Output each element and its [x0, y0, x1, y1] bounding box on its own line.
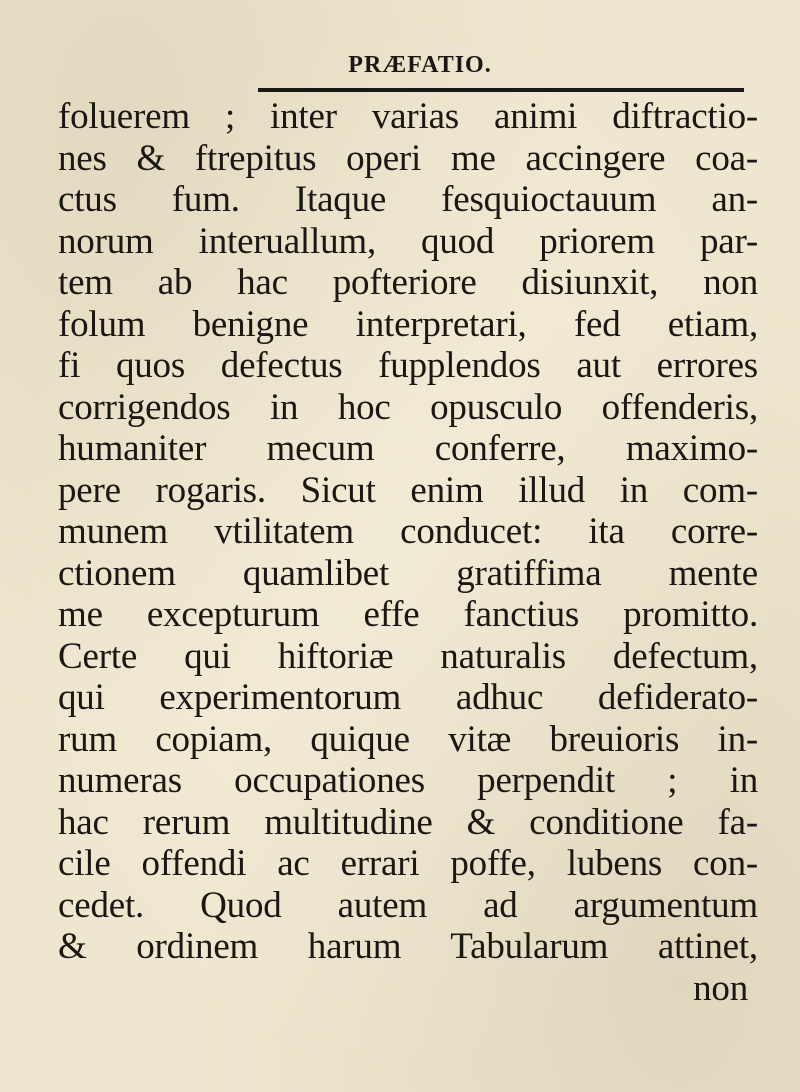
text-line: foluerem ; inter varias animi diftractio-: [58, 96, 758, 137]
text-line: folum benigne interpretari, fed etiam,: [58, 303, 758, 345]
text-line: Certe qui hiftoriæ naturalis defectum,: [58, 635, 758, 677]
header-rule: [258, 88, 744, 92]
text-line: rum copiam, quique vitæ breuioris in-: [58, 718, 758, 760]
text-line: humaniter mecum conferre, maximo-: [58, 428, 758, 469]
text-line: ctus fum. Itaque fesquioctauum an-: [58, 179, 758, 220]
text-line: hac rerum multitudine & conditione fa-: [58, 801, 758, 843]
text-line: nes & ftrepitus operi me accingere coa-: [58, 137, 758, 179]
running-head: PRÆFATIO.: [348, 52, 492, 78]
text-line: tem ab hac pofteriore disiunxit, non: [58, 262, 758, 303]
catchword: non: [693, 967, 748, 1009]
text-line: me excepturum effe fanctius promitto.: [58, 594, 758, 635]
text-line: ctionem quamlibet gratiffima mente: [58, 552, 758, 594]
text-line: corrigendos in hoc opusculo offenderis,: [58, 386, 758, 428]
text-line: fi quos defectus fupplendos aut errores: [58, 345, 758, 386]
text-line: cile offendi ac errari poffe, lubens con-: [58, 843, 758, 884]
text-line: pere rogaris. Sicut enim illud in com-: [58, 469, 758, 511]
text-line: cedet. Quod autem ad argumentum: [58, 884, 758, 926]
text-line: & ordinem harum Tabularum attinet,: [58, 926, 758, 967]
body-text: [58, 96, 758, 1009]
text-line: qui experimentorum adhuc defiderato-: [58, 677, 758, 718]
text-line: norum interuallum, quod priorem par-: [58, 220, 758, 262]
text-line: numeras occupationes perpendit ; in: [58, 760, 758, 801]
text-line: munem vtilitatem conducet: ita corre-: [58, 511, 758, 552]
